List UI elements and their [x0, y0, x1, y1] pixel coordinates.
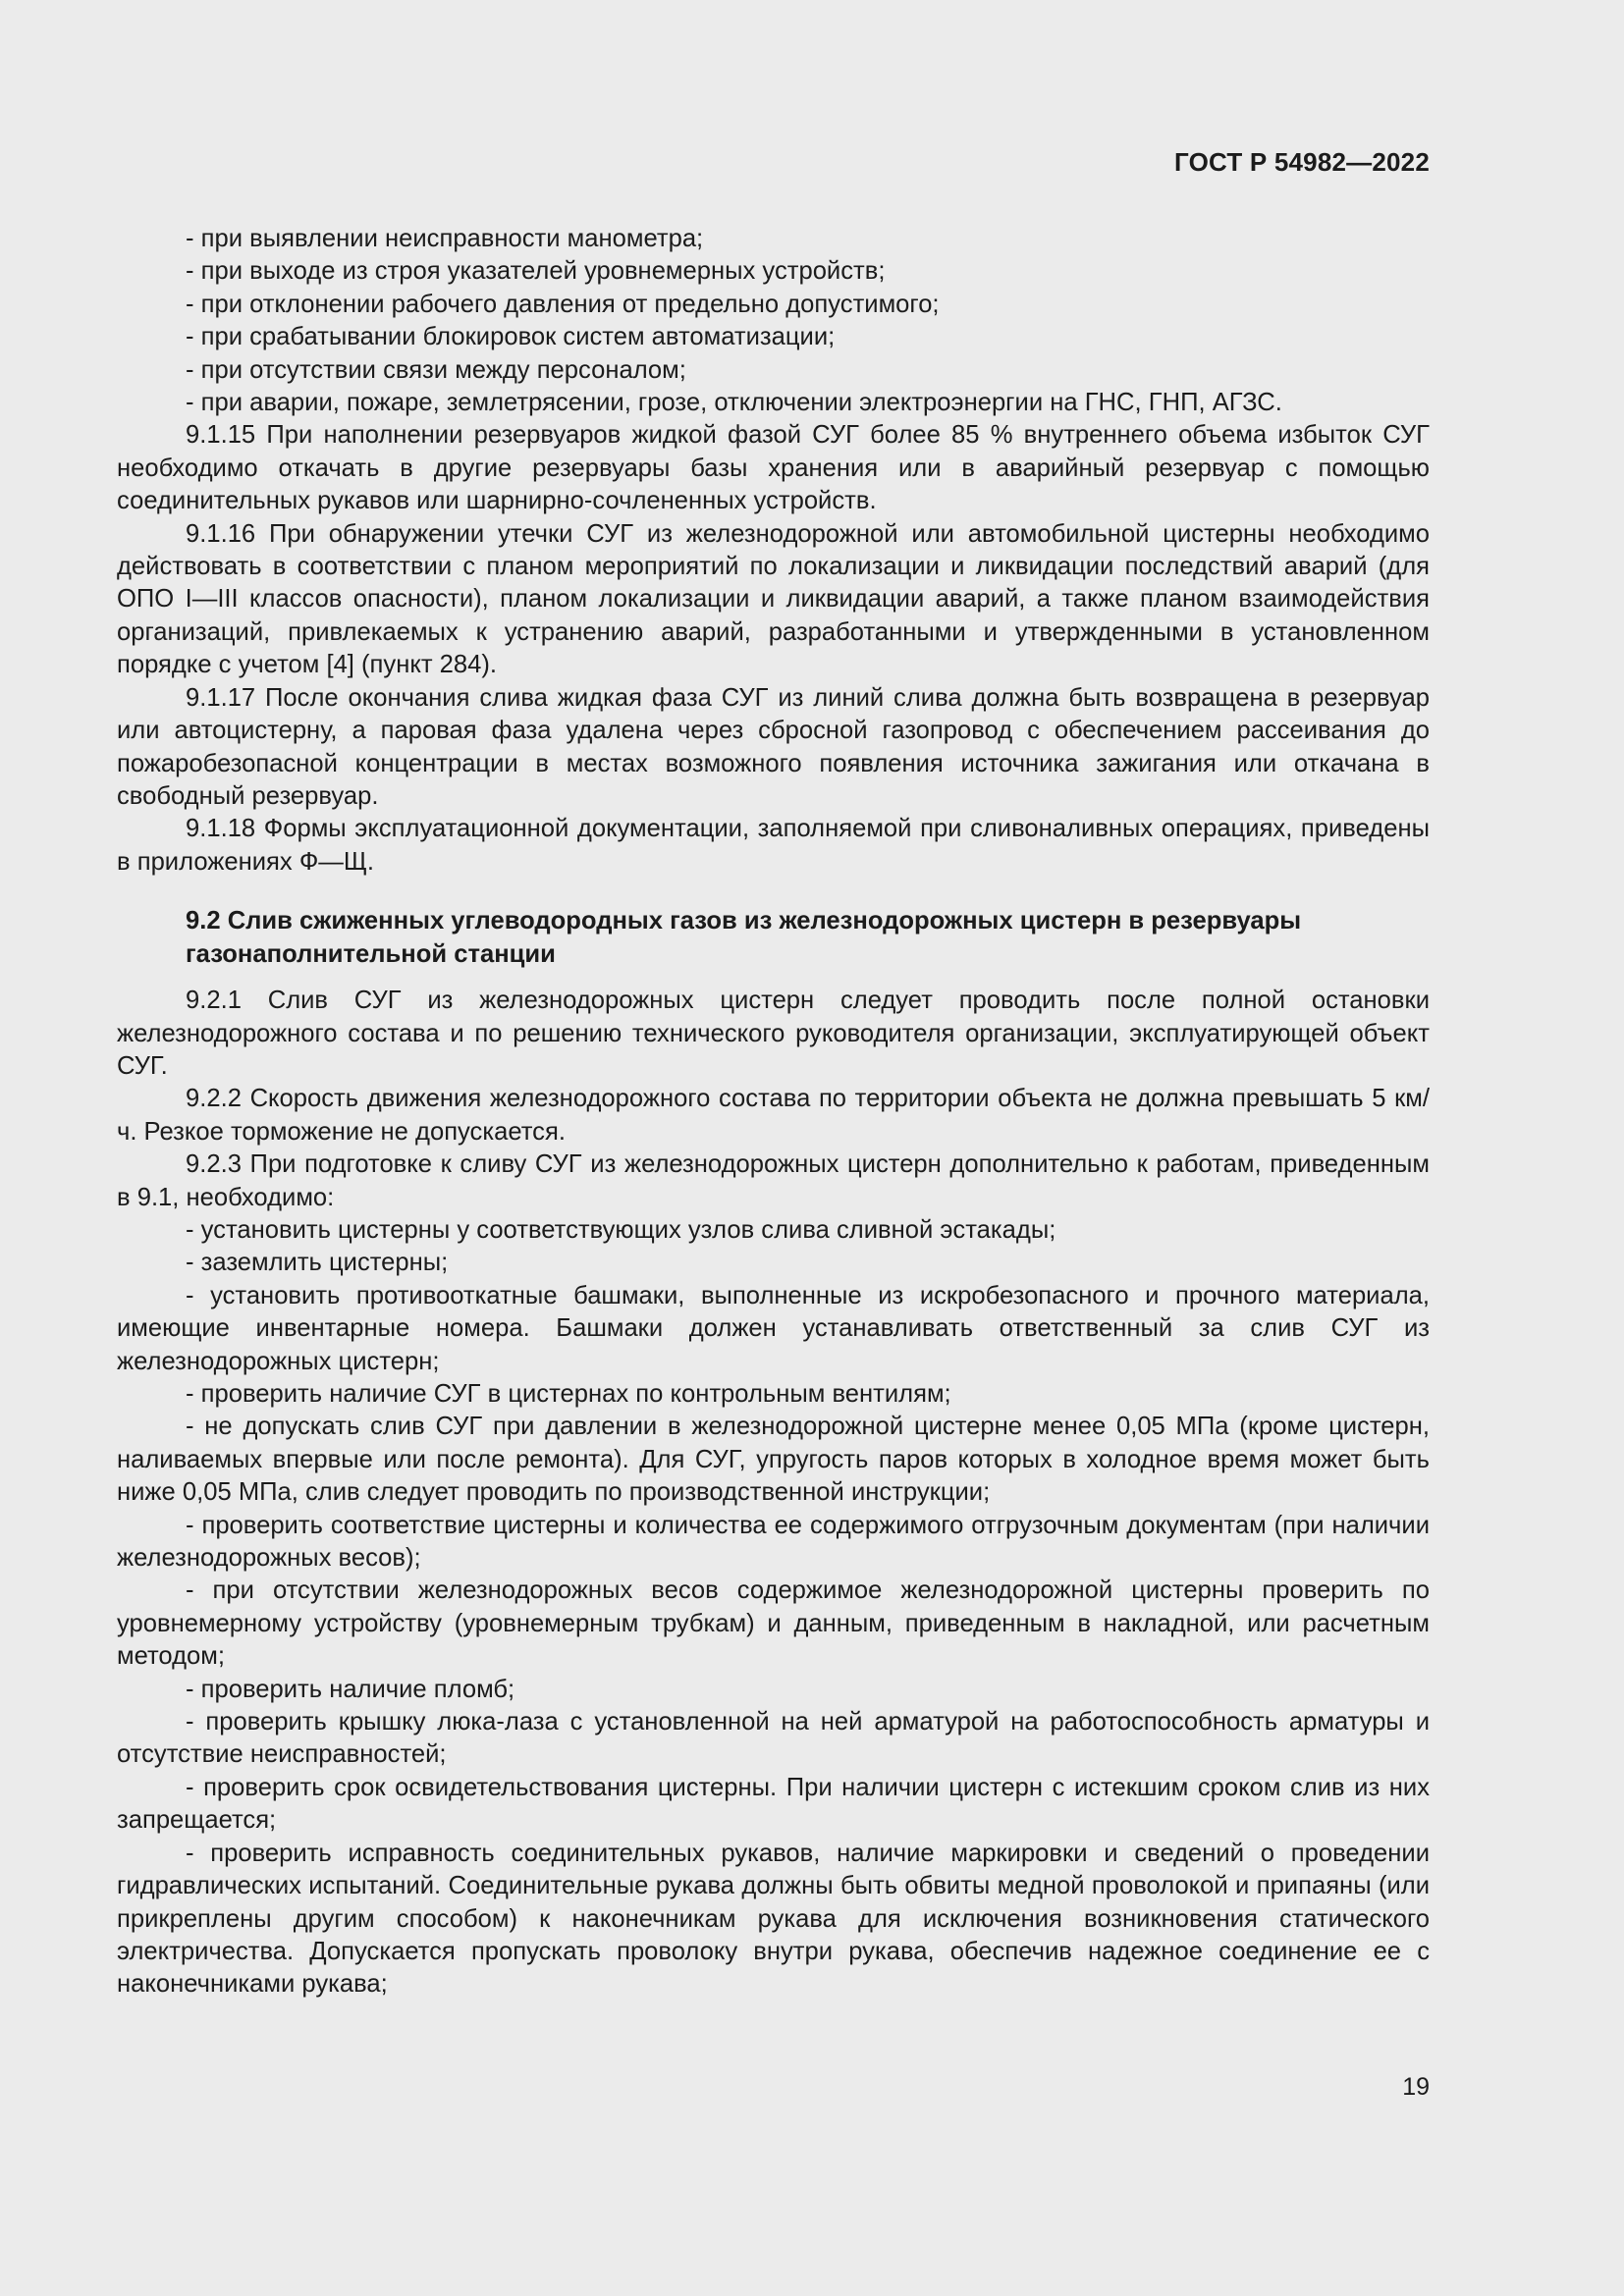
paragraph-9-1-16: 9.1.16 При обнаружении утечки СУГ из железнодорожной или автомобильной цистерны необходимо действовать в соответствии с планом мероприятий по локализации и ликвидации последствий аварий (для ОПО I—III классов опасности), планом локализации и ликвидации аварий, а также планом взаимодействия организаций, привлекаемых к устранению аварий, разработанными и утвержденными в установленном порядке с учетом [4] (пункт 284).: [117, 519, 1430, 679]
list-item: - при выходе из строя указателей уровнемерных устройств;: [186, 257, 886, 286]
paragraph-9-1-18: 9.1.18 Формы эксплуатационной документации, заполняемой при сливоналивных операциях, приведены в приложениях Ф—Щ.: [117, 815, 1430, 876]
list-item: - проверить крышку люка-лаза с установленной на ней арматурой на работоспособность арматуры и отсутствие неисправностей;: [117, 1708, 1430, 1769]
list-item: - проверить срок освидетельствования цистерны. При наличии цистерн с истекшим сроком слив из них запрещается;: [117, 1773, 1430, 1835]
list-item: - заземлить цистерны;: [186, 1249, 449, 1277]
list-item: - при срабатывании блокировок систем автоматизации;: [186, 323, 836, 351]
list-item: - установить цистерны у соответствующих узлов слива сливной эстакады;: [186, 1215, 1056, 1244]
list-item: - проверить соответствие цистерны и количества ее содержимого отгрузочным документам (при наличии железнодорожных весов);: [117, 1511, 1430, 1573]
list-item: - при отклонении рабочего давления от предельно допустимого;: [186, 290, 940, 318]
document-body: [117, 223, 1430, 2002]
list-item: - проверить наличие СУГ в цистернах по контрольным вентилям;: [186, 1380, 951, 1408]
list-item: - установить противооткатные башмаки, выполненные из искробезопасного и прочного материала, имеющие инвентарные номера. Башмаки должен устанавливать ответственный за слив СУГ из железнодорожных цистерн;: [117, 1281, 1430, 1375]
paragraph-9-1-15: 9.1.15 При наполнении резервуаров жидкой фазой СУГ более 85 % внутреннего объема избыток СУГ необходимо откачать в другие резервуары базы хранения или в аварийный резервуар с помощью соединительных рукавов или шарнирно-сочлененных устройств.: [117, 421, 1430, 515]
list-item: - проверить наличие пломб;: [186, 1675, 515, 1703]
list-item: - при отсутствии связи между персоналом;: [186, 355, 686, 384]
list-item: - не допускать слив СУГ при давлении в железнодорожной цистерне менее 0,05 МПа (кроме цистерн, наливаемых впервые или после ремонта). Для СУГ, упругость паров которых в холодное время может быть ниже 0,05 МПа, слив следует проводить по производственной инструкции;: [117, 1413, 1430, 1507]
list-item: - проверить исправность соединительных рукавов, наличие маркировки и сведений о проведении гидравлических испытаний. Соединительные рукава должны быть обвиты медной проволокой и припаяны (или прикреплены другим способом) к наконечникам рукава для исключения возникновения статического электричества. Допускается пропускать проволоку внутри рукава, обеспечив надежное соединение ее с наконечниками рукава;: [117, 1839, 1430, 1999]
document-code: ГОСТ Р 54982—2022: [1174, 147, 1430, 177]
list-item: - при аварии, пожаре, землетрясении, грозе, отключении электроэнергии на ГНС, ГНП, АГЗС.: [186, 389, 1282, 417]
list-item: - при выявлении неисправности манометра;: [186, 225, 704, 252]
page-number: 19: [1402, 2073, 1430, 2101]
paragraph-9-2-1: 9.2.1 Слив СУГ из железнодорожных цистерн следует проводить после полной остановки железнодорожного состава и по решению технического руководителя организации, эксплуатирующей объект СУГ.: [117, 987, 1430, 1080]
list-item: - при отсутствии железнодорожных весов содержимое железнодорожной цистерны проверить по уровнемерному устройству (уровнемерным трубкам) и данным, приведенным в накладной, или расчетным методом;: [117, 1576, 1430, 1671]
section-heading-9-2: 9.2 Слив сжиженных углеводородных газов из железнодорожных цистерн в резервуары газонаполнительной станции: [186, 907, 1302, 969]
paragraph-9-2-2: 9.2.2 Скорость движения железнодорожного состава по территории объекта не должна превышать 5 км/ч. Резкое торможение не допускается.: [117, 1085, 1430, 1146]
paragraph-9-2-3: 9.2.3 При подготовке к сливу СУГ из железнодорожных цистерн дополнительно к работам, приведенным в 9.1, необходимо:: [117, 1150, 1430, 1211]
paragraph-9-1-17: 9.1.17 После окончания слива жидкая фаза СУГ из линий слива должна быть возвращена в резервуар или автоцистерну, а паровая фаза удалена через сбросной газопровод с обеспечением рассеивания до пожаробезопасной концентрации в местах возможного появления источника зажигания или откачана в свободный резервуар.: [117, 683, 1430, 810]
